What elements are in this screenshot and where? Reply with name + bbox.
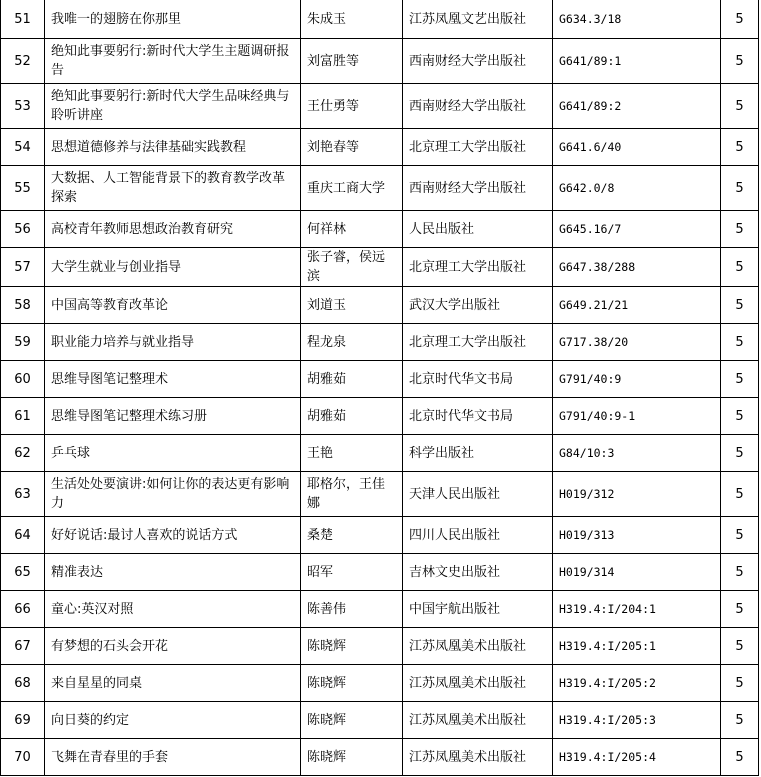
copies-count: 5 [721,0,759,39]
book-publisher: 西南财经大学出版社 [403,39,553,84]
book-title: 飞舞在青春里的手套 [45,739,301,776]
table-row [1,84,759,129]
copies-count: 5 [721,702,759,739]
copies-count: 5 [721,129,759,166]
book-author: 刘富胜等 [301,39,403,84]
book-title: 我唯一的翅膀在你那里 [45,0,301,39]
book-publisher: 北京理工大学出版社 [403,324,553,361]
book-author: 程龙泉 [301,324,403,361]
book-author: 王仕勇等 [301,84,403,129]
book-author: 张子睿，侯远滨 [301,248,403,287]
table-row [1,628,759,665]
call-number: G717.38/20 [553,324,721,361]
call-number: G649.21/21 [553,287,721,324]
call-number: H319.4:I/205:2 [553,665,721,702]
book-author: 耶格尔，王佳娜 [301,472,403,517]
copies-count: 5 [721,435,759,472]
call-number: H319.4:I/205:4 [553,739,721,776]
book-publisher: 人民出版社 [403,211,553,248]
table-row [1,211,759,248]
call-number: G84/10:3 [553,435,721,472]
row-number: 69 [1,702,45,739]
row-number: 51 [1,0,45,39]
copies-count: 5 [721,628,759,665]
row-number: 56 [1,211,45,248]
table-row [1,39,759,84]
book-publisher: 中国宇航出版社 [403,591,553,628]
call-number: G642.0/8 [553,166,721,211]
call-number: H319.4:I/204:1 [553,591,721,628]
call-number: H319.4:I/205:3 [553,702,721,739]
book-author: 何祥林 [301,211,403,248]
book-author: 王艳 [301,435,403,472]
book-publisher: 江苏凤凰美术出版社 [403,739,553,776]
book-title: 思想道德修养与法律基础实践教程 [45,129,301,166]
copies-count: 5 [721,517,759,554]
call-number: H019/313 [553,517,721,554]
book-author: 刘艳春等 [301,129,403,166]
row-number: 58 [1,287,45,324]
row-number: 60 [1,361,45,398]
book-publisher: 江苏凤凰美术出版社 [403,628,553,665]
row-number: 63 [1,472,45,517]
book-author: 桑楚 [301,517,403,554]
table-row [1,739,759,776]
book-author: 胡雅茹 [301,361,403,398]
book-publisher: 江苏凤凰美术出版社 [403,702,553,739]
copies-count: 5 [721,361,759,398]
book-title: 有梦想的石头会开花 [45,628,301,665]
table-row [1,129,759,166]
call-number: G641/89:1 [553,39,721,84]
book-publisher: 西南财经大学出版社 [403,166,553,211]
copies-count: 5 [721,84,759,129]
call-number: G647.38/288 [553,248,721,287]
table-row [1,702,759,739]
call-number: H019/312 [553,472,721,517]
book-publisher: 江苏凤凰文艺出版社 [403,0,553,39]
book-title: 中国高等教育改革论 [45,287,301,324]
book-title: 向日葵的约定 [45,702,301,739]
book-author: 昭军 [301,554,403,591]
copies-count: 5 [721,398,759,435]
row-number: 55 [1,166,45,211]
book-title: 好好说话:最讨人喜欢的说话方式 [45,517,301,554]
book-title: 职业能力培养与就业指导 [45,324,301,361]
table-row [1,591,759,628]
book-title: 童心:英汉对照 [45,591,301,628]
table-row [1,398,759,435]
row-number: 66 [1,591,45,628]
book-publisher: 天津人民出版社 [403,472,553,517]
copies-count: 5 [721,166,759,211]
copies-count: 5 [721,211,759,248]
table-row [1,435,759,472]
copies-count: 5 [721,248,759,287]
book-author: 陈晓辉 [301,702,403,739]
row-number: 61 [1,398,45,435]
table-body [1,0,759,776]
call-number: G791/40:9 [553,361,721,398]
table-row [1,166,759,211]
call-number: G641.6/40 [553,129,721,166]
book-author: 重庆工商大学 [301,166,403,211]
book-publisher: 北京时代华文书局 [403,361,553,398]
book-publisher: 四川人民出版社 [403,517,553,554]
copies-count: 5 [721,554,759,591]
row-number: 52 [1,39,45,84]
copies-count: 5 [721,591,759,628]
book-author: 陈晓辉 [301,628,403,665]
book-author: 陈善伟 [301,591,403,628]
table-row [1,324,759,361]
table-row [1,287,759,324]
call-number: H319.4:I/205:1 [553,628,721,665]
book-title: 绝知此事要躬行:新时代大学生品味经典与聆听讲座 [45,84,301,129]
row-number: 64 [1,517,45,554]
copies-count: 5 [721,665,759,702]
copies-count: 5 [721,739,759,776]
row-number: 67 [1,628,45,665]
book-publisher: 江苏凤凰美术出版社 [403,665,553,702]
book-author: 陈晓辉 [301,739,403,776]
row-number: 70 [1,739,45,776]
copies-count: 5 [721,39,759,84]
book-title: 精准表达 [45,554,301,591]
book-title: 思维导图笔记整理术 [45,361,301,398]
row-number: 62 [1,435,45,472]
call-number: G645.16/7 [553,211,721,248]
book-title: 来自星星的同桌 [45,665,301,702]
row-number: 53 [1,84,45,129]
call-number: G791/40:9-1 [553,398,721,435]
book-author: 胡雅茹 [301,398,403,435]
book-publisher: 武汉大学出版社 [403,287,553,324]
book-title: 大数据、人工智能背景下的教育教学改革探索 [45,166,301,211]
book-title: 大学生就业与创业指导 [45,248,301,287]
row-number: 59 [1,324,45,361]
book-title: 高校青年教师思想政治教育研究 [45,211,301,248]
book-title: 乒乓球 [45,435,301,472]
table-row [1,554,759,591]
row-number: 65 [1,554,45,591]
call-number: G641/89:2 [553,84,721,129]
book-title: 思维导图笔记整理术练习册 [45,398,301,435]
table-row [1,0,759,39]
table-row [1,472,759,517]
book-publisher: 北京理工大学出版社 [403,129,553,166]
book-title: 绝知此事要躬行:新时代大学生主题调研报告 [45,39,301,84]
row-number: 68 [1,665,45,702]
table-row [1,248,759,287]
row-number: 57 [1,248,45,287]
book-author: 刘道玉 [301,287,403,324]
book-publisher: 吉林文史出版社 [403,554,553,591]
book-author: 陈晓辉 [301,665,403,702]
book-title: 生活处处要演讲:如何让你的表达更有影响力 [45,472,301,517]
row-number: 54 [1,129,45,166]
book-publisher: 北京理工大学出版社 [403,248,553,287]
table-row [1,665,759,702]
book-publisher: 科学出版社 [403,435,553,472]
call-number: H019/314 [553,554,721,591]
call-number: G634.3/18 [553,0,721,39]
copies-count: 5 [721,472,759,517]
book-author: 朱成玉 [301,0,403,39]
book-publisher: 西南财经大学出版社 [403,84,553,129]
copies-count: 5 [721,324,759,361]
table-row [1,517,759,554]
copies-count: 5 [721,287,759,324]
table-row [1,361,759,398]
book-publisher: 北京时代华文书局 [403,398,553,435]
